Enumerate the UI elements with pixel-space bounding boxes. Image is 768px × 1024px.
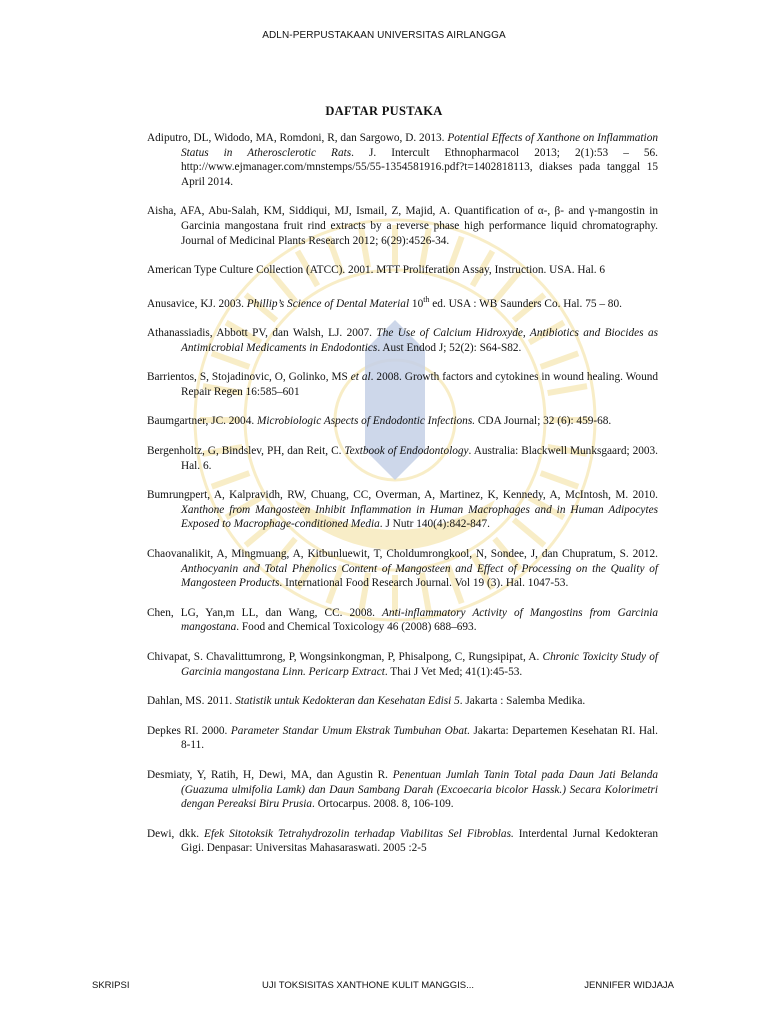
reference-entry <box>147 444 658 473</box>
reference-post: . Thai J Vet Med; 41(1):45-53. <box>384 665 523 678</box>
reference-list <box>147 131 658 871</box>
reference-pre: Bergenholtz, G, Bindslev, PH, dan Reit, C. <box>147 445 345 458</box>
reference-pre: Dewi, dkk. <box>147 827 205 840</box>
page-title: DAFTAR PUSTAKA <box>325 104 443 118</box>
reference-pre: Aisha, AFA, Abu-Salah, KM, Siddiqui, MJ, Ismail, Z, Majid, A. Quantification of α-, β- and γ-mangostin in Garcinia mangostana fruit rind extracts by a reverse phase high performance liquid chromatography. Journal of Medicinal Plants Research 2012; 6(29):4526-34. <box>147 205 658 247</box>
reference-pre: Chivapat, S. Chavalittumrong, P, Wongsinkongman, P, Phisalpong, C, Rungsipipat, A. <box>147 651 543 664</box>
reference-pre: Chaovanalikit, A, Mingmuang, A, Kitbunluewit, T, Choldumrongkool, N, Sondee, J, dan Chupratum, S. 2012. <box>147 548 658 561</box>
reference-title: Xanthone from Mangosteen Inhibit Inflammation in Human Macrophages and in Human Adipocytes Exposed to Macrophage-conditioned Media <box>181 503 658 531</box>
reference-post: Jakarta: Departemen Kesehatan RI. Hal. 8-11. <box>181 724 658 752</box>
reference-entry <box>147 488 658 532</box>
reference-title: et al <box>350 371 371 384</box>
reference-post: CDA Journal; 32 (6): 459-68. <box>475 415 612 428</box>
reference-post: . Australia: Blackwell Munksgaard; 2003. Hal. 6. <box>181 445 658 472</box>
reference-entry <box>147 827 658 856</box>
reference-pre: Anusavice, KJ. 2003. <box>147 297 247 310</box>
reference-entry <box>147 263 658 278</box>
reference-pre: Dahlan, MS. 2011. <box>147 695 236 708</box>
reference-entry <box>147 650 658 679</box>
reference-pre: Bumrungpert, A, Kalpravidh, RW, Chuang, CC, Overman, A, Martinez, K, Kennedy, A, McIntosh, M. 2010. <box>147 489 658 502</box>
reference-sup: th <box>423 294 430 304</box>
reference-title: Efek Sitotoksik Tetrahydrozolin terhadap Viabilitas Sel Fibroblas. <box>204 827 514 840</box>
reference-pre: Adiputro, DL, Widodo, MA, Romdoni, R, dan Sargowo, D. 2013. <box>147 132 448 144</box>
footer-center: UJI TOKSISITAS XANTHONE KULIT MANGGIS... <box>262 980 475 991</box>
reference-pre: Depkes RI. 2000. <box>147 724 231 737</box>
reference-entry <box>147 606 658 635</box>
reference-pre: Barrientos, S, Stojadinovic, O, Golinko, MS <box>147 371 351 384</box>
reference-title: Penentuan Jumlah Tanin Total pada Daun Jati Belanda (Guazuma ulmifolia Lamk) dan Daun Sambang Darah (Excoecaria bicolor Hassk.) Secara Kolorimetri dengan Pereaksi Biru Prusia <box>181 768 658 811</box>
footer-right: JENNIFER WIDJAJA <box>584 980 674 991</box>
reference-post: . International Food Research Journal. Vol 19 (3). Hal. 1047-53. <box>279 577 569 590</box>
footer-left: SKRIPSI <box>92 980 130 991</box>
reference-title: The Use of Calcium Hidroxyde, Antibiotics and Biocides as Antimicrobial Medicaments in Endodontics <box>181 327 658 354</box>
reference-post2: ed. USA : WB Saunders Co. Hal. 75 – 80. <box>429 297 622 310</box>
reference-post: . J Nutr 140(4):842-847. <box>379 518 490 531</box>
reference-post: . J. Intercult Ethnopharmacol 2013; 2(1):53 – 56. http://www.ejmanager.com/mnstemps/55/55-1354581916.pdf?t=1402818113, diakses pada tanggal 15 April 2014. <box>181 146 658 188</box>
reference-pre: Chen, LG, Yan,m LL, dan Wang, CC. 2008. <box>147 606 383 619</box>
reference-post: . Jakarta : Salemba Medika. <box>459 695 586 708</box>
reference-title: Statistik untuk Kedokteran dan Kesehatan Edisi 5 <box>235 695 460 708</box>
reference-title: Anthocyanin and Total Phenolics Content of Mangosteen and Effect of Processing on the Quality of Mangosteen Products <box>181 562 658 590</box>
reference-post: Interdental Jurnal Kedokteran Gigi. Denpasar: Universitas Mahasaraswati. 2005 :2-5 <box>181 827 658 855</box>
reference-post: . Ortocarpus. 2008. 8, 106-109. <box>312 798 454 811</box>
reference-entry <box>147 370 658 399</box>
reference-entry <box>147 293 658 311</box>
reference-title: Phillip’s Science of Dental Material <box>246 297 410 310</box>
reference-entry <box>147 724 658 753</box>
reference-entry <box>147 694 658 709</box>
reference-post: . Food and Chemical Toxicology 46 (2008) 688–693. <box>236 621 477 634</box>
reference-entry <box>147 414 658 429</box>
reference-title: Microbiologic Aspects of Endodontic Infections. <box>257 415 476 428</box>
reference-pre: Desmiaty, Y, Ratih, H, Dewi, MA, dan Agustin R. <box>147 768 393 781</box>
reference-entry <box>147 547 658 591</box>
reference-post: . 2008. Growth factors and cytokines in wound healing. Wound Repair Regen 16:585–601 <box>181 371 659 398</box>
page-header: ADLN-PERPUSTAKAAN UNIVERSITAS AIRLANGGA <box>262 30 506 41</box>
reference-entry <box>147 768 658 812</box>
reference-title: Chronic Toxicity Study of Garcinia mangostana Linn. Pericarp Extract <box>181 651 658 678</box>
reference-entry <box>147 326 658 355</box>
reference-entry <box>147 204 658 248</box>
reference-entry <box>147 131 658 189</box>
reference-post: 10 <box>409 297 424 310</box>
reference-pre: Baumgartner, JC. 2004. <box>147 415 257 428</box>
reference-title: Potential Effects of Xanthone on Inflammation Status in Atherosclerotic Rats <box>181 132 658 159</box>
reference-title: Textbook of Endodontology <box>344 445 469 458</box>
reference-title: Parameter Standar Umum Ekstrak Tumbuhan Obat. <box>230 724 471 737</box>
reference-pre: American Type Culture Collection (ATCC). 2001. MTT Proliferation Assay, Instruction. USA. Hal. 6 <box>147 264 606 277</box>
reference-post: . Aust Endod J; 52(2): S64-S82. <box>377 341 522 354</box>
reference-title: Anti-inflammatory Activity of Mangostins from Garcinia mangostana <box>181 606 658 634</box>
reference-pre: Athanassiadis, Abbott PV, dan Walsh, LJ. 2007. <box>147 327 377 340</box>
